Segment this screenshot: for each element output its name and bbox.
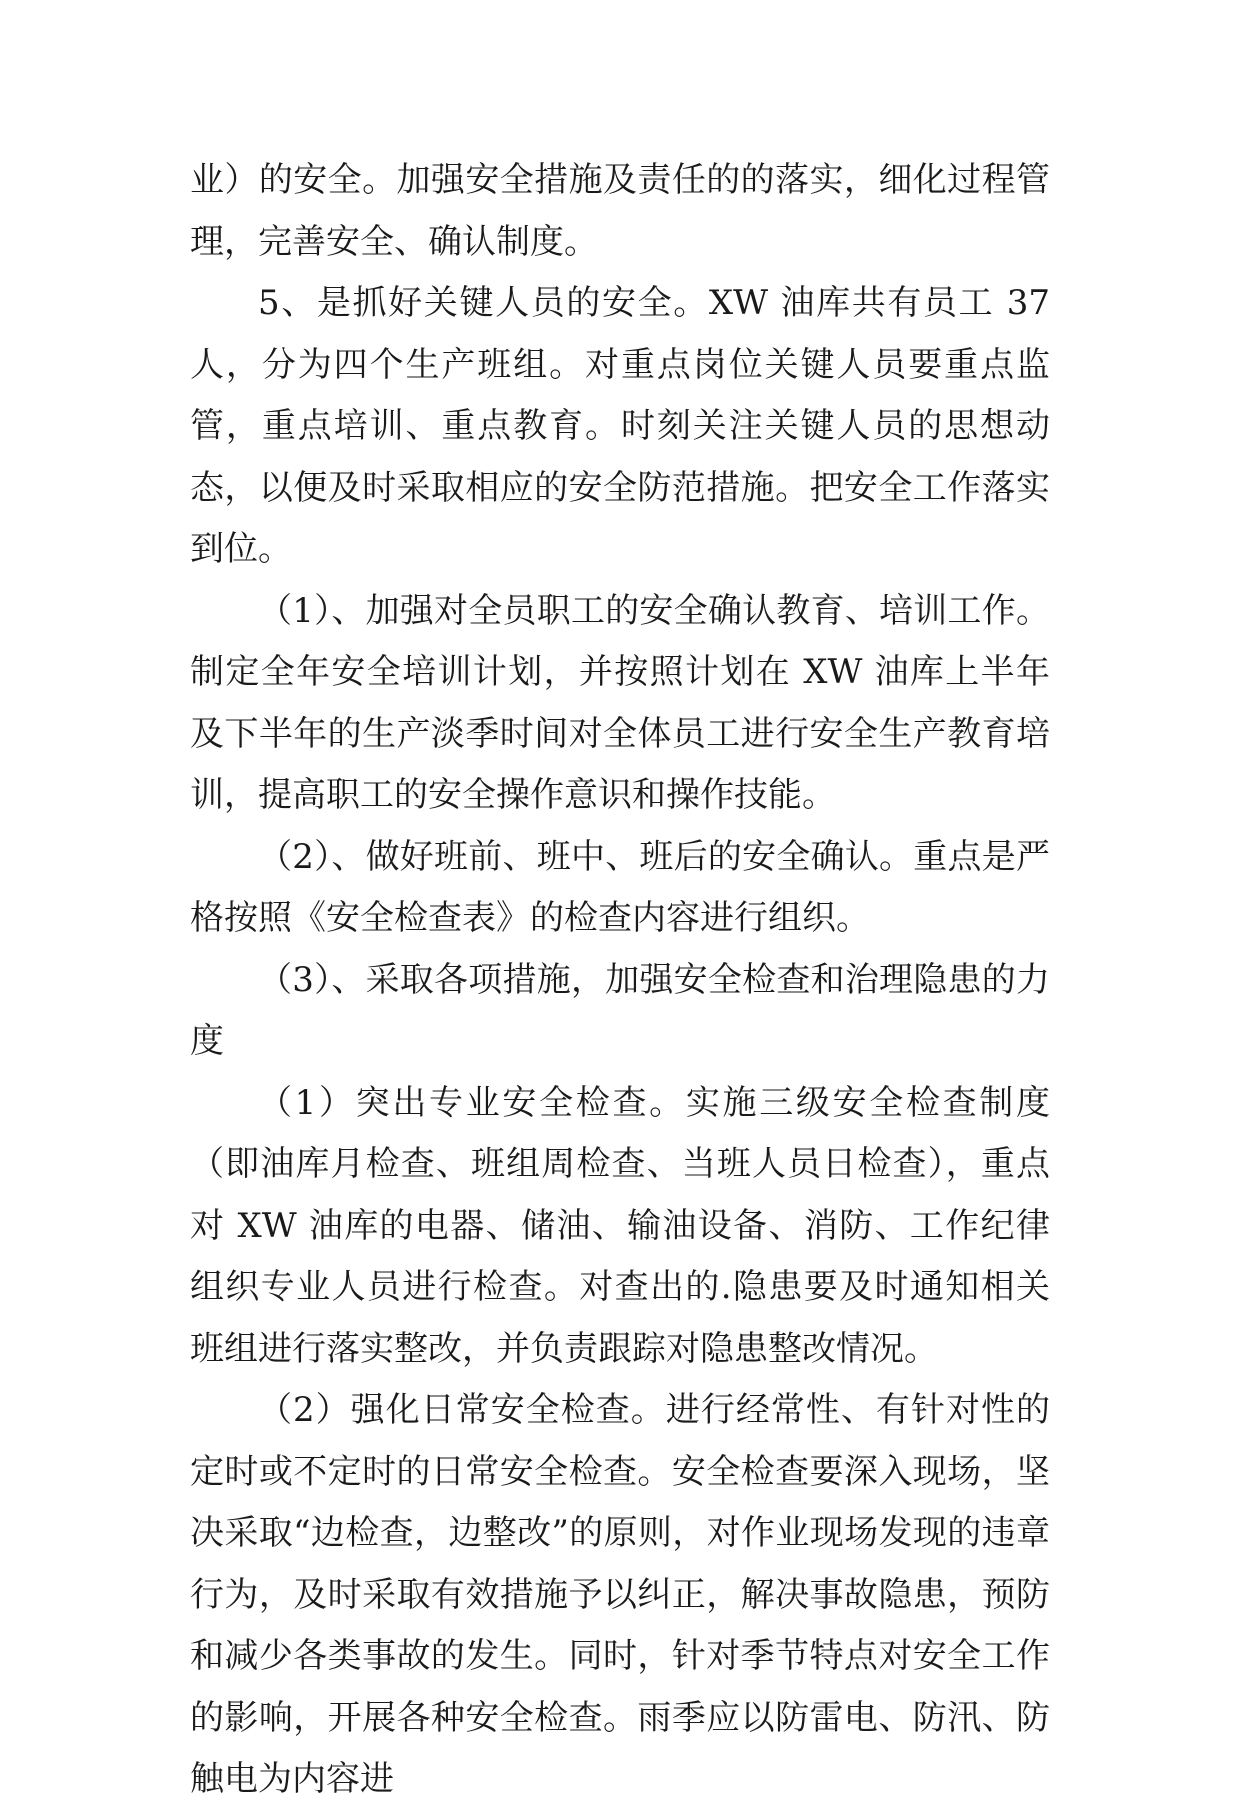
- paragraph-daily-inspection: （2）强化日常安全检查。进行经常性、有针对性的定时或不定时的日常安全检查。安全检查要深入现场，坚决采取“边检查，边整改”的原则，对作业现场发现的违章行为，及时采取有效措施予以纠正，解决事故隐患，预防和减少各类事故的发生。同时，针对季节特点对安全工作的影响，开展各种安全检查。雨季应以防雷电、防汛、防触电为内容进: [190, 1390, 1050, 1799]
- paragraph-measures-heading: （3）、采取各项措施，加强安全检查和治理隐患的力度: [190, 959, 1050, 1061]
- paragraph-shift-confirmation: （2）、做好班前、班中、班后的安全确认。重点是严格按照《安全检查表》的检查内容进行组织。: [190, 836, 1050, 938]
- document-body: [190, 150, 1050, 1811]
- paragraph-professional-inspection: （1）突出专业安全检查。实施三级安全检查制度（即油库月检查、班组周检查、当班人员日检查），重点对 XW 油库的电器、储油、输油设备、消防、工作纪律组织专业人员进行检查。对查出的.隐患要及时通知相关班组进行落实整改，并负责跟踪对隐患整改情况。: [190, 1082, 1050, 1369]
- paragraph-training: （1）、加强对全员职工的安全确认教育、培训工作。制定全年安全培训计划，并按照计划在 XW 油库上半年及下半年的生产淡季时间对全体员工进行安全生产教育培训，提高职工的安全操作意识和操作技能。: [190, 590, 1050, 815]
- paragraph-key-personnel: 5、是抓好关键人员的安全。XW 油库共有员工 37 人，分为四个生产班组。对重点岗位关键人员要重点监管，重点培训、重点教育。时刻关注关键人员的思想动态，以便及时采取相应的安全防范措施。把安全工作落实到位。: [190, 283, 1050, 569]
- paragraph-continuation: 业）的安全。加强安全措施及责任的的落实，细化过程管理，完善安全、确认制度。: [190, 160, 1050, 262]
